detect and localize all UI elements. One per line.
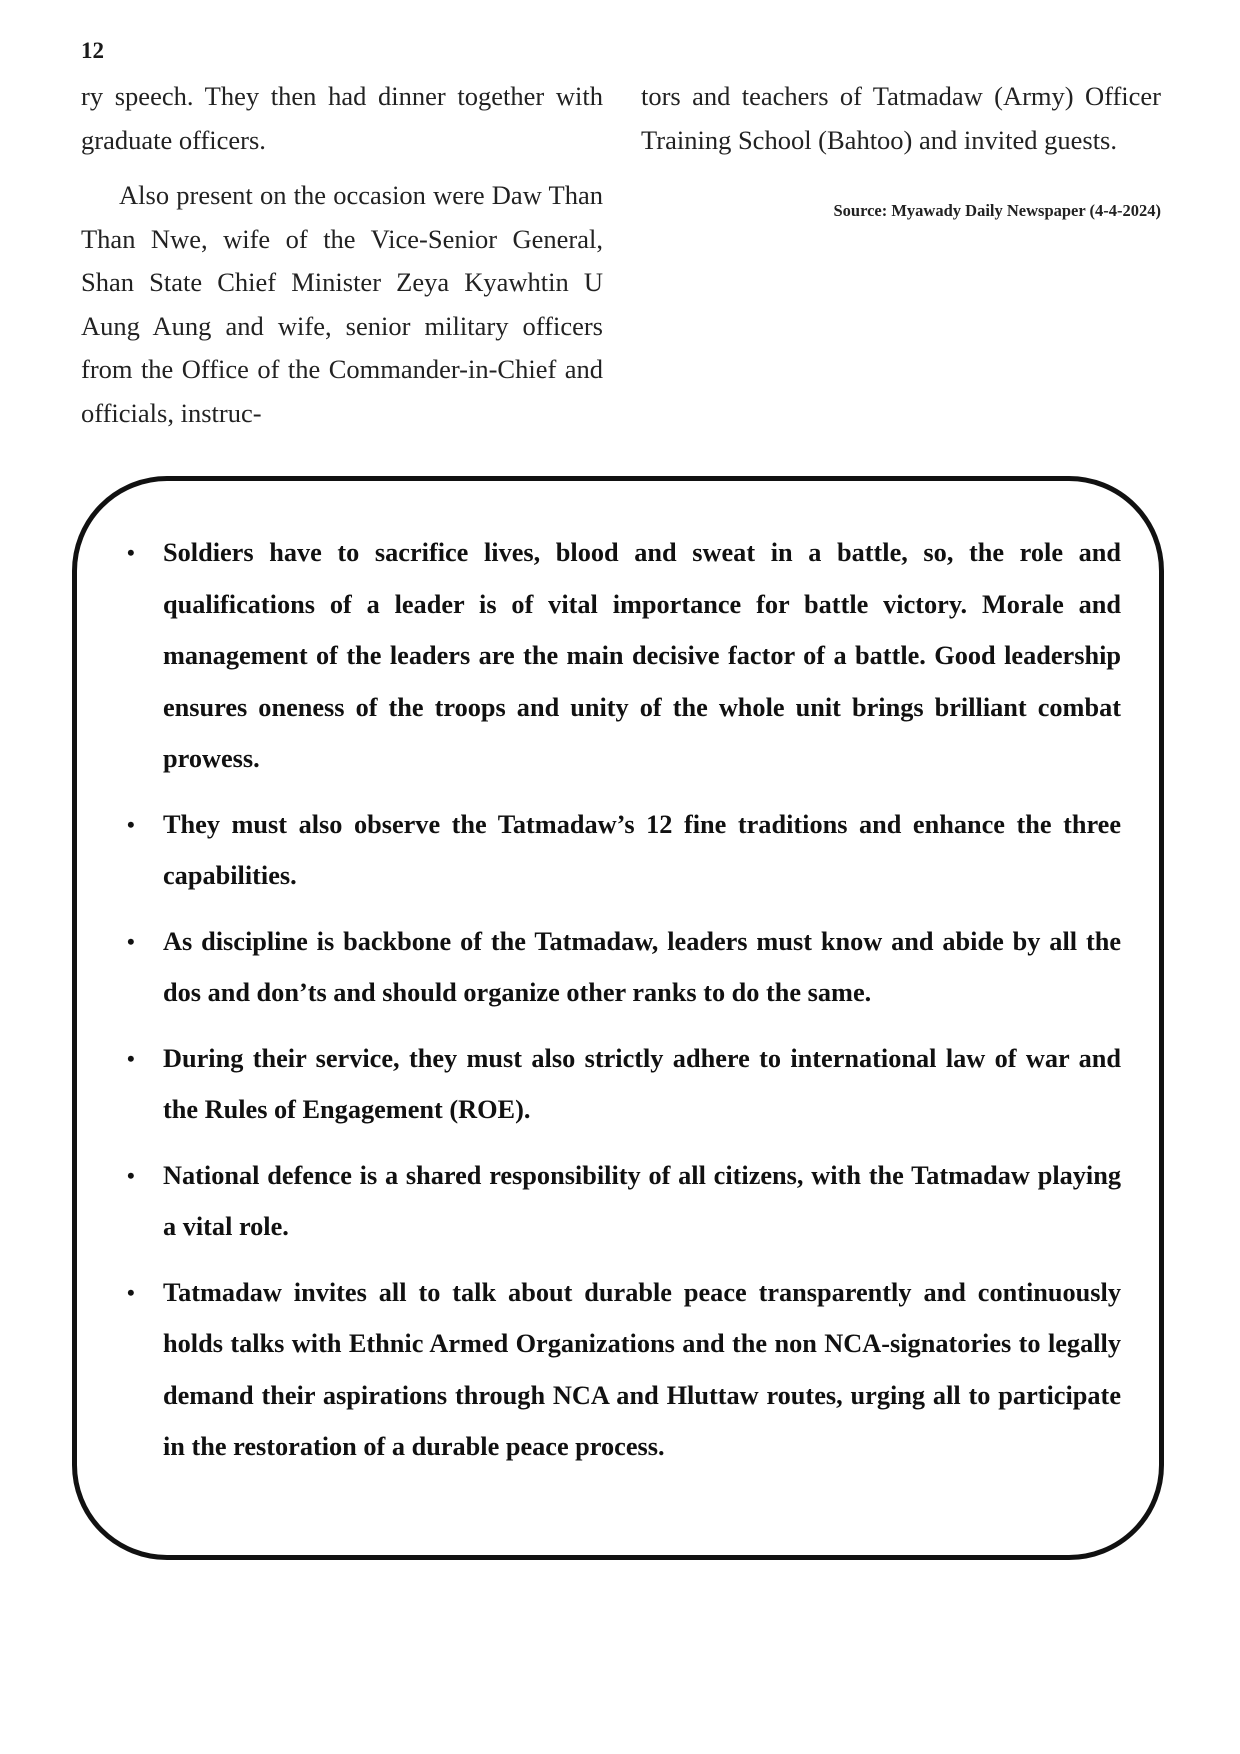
bullet-icon: • bbox=[127, 1279, 135, 1305]
bullet-icon: • bbox=[127, 540, 135, 565]
left-paragraph-1: ry speech. They then had dinner together with graduate officers. bbox=[81, 81, 603, 155]
key-point-item bbox=[77, 1033, 1159, 1136]
key-point-text: National defence is a shared responsibility of all citizens, with the Tatmadaw playing a vital role. bbox=[163, 1160, 1121, 1241]
left-paragraph-2: Also present on the occasion were Daw Than Than Nwe, wife of the Vice-Senior General, Shan State Chief Minister Zeya Kyawhtin U Aung Aung and wife, senior military officers from the Office of the Commander-in-Chief and officials, instruc- bbox=[81, 180, 603, 428]
bullet-icon: • bbox=[127, 1045, 135, 1071]
key-point-item bbox=[77, 799, 1159, 902]
page-number: 12 bbox=[81, 38, 104, 63]
key-point-text: Soldiers have to sacrifice lives, blood and sweat in a battle, so, the role and qualifications of a leader is of vital importance for battle victory. Morale and management of the leaders are the main decisive factor of a battle. Good leadership ensures oneness of the troops and unity of the whole unit brings brilliant combat prowess. bbox=[163, 538, 1121, 773]
key-point-item bbox=[77, 1267, 1159, 1473]
key-points-box bbox=[72, 476, 1164, 1560]
key-point-text: Tatmadaw invites all to talk about durable peace transparently and continuously holds talks with Ethnic Armed Organizations and the non NCA-signatories to legally demand their aspirations through NCA and Hluttaw routes, urging all to participate in the restoration of a durable peace process. bbox=[163, 1277, 1121, 1461]
key-point-text: As discipline is backbone of the Tatmadaw, leaders must know and abide by all the dos and don’ts and should organize other ranks to do the same. bbox=[163, 926, 1121, 1007]
source-citation: Source: Myawady Daily Newspaper (4-4-2024) bbox=[833, 201, 1161, 220]
key-points-list bbox=[77, 527, 1159, 1487]
key-point-text: During their service, they must also strictly adhere to international law of war and the Rules of Engagement (ROE). bbox=[163, 1043, 1121, 1124]
key-point-item bbox=[77, 916, 1159, 1019]
right-column bbox=[641, 75, 1161, 222]
bullet-icon: • bbox=[127, 928, 135, 954]
key-point-item bbox=[77, 527, 1159, 785]
bullet-icon: • bbox=[127, 1162, 135, 1188]
key-point-text: They must also observe the Tatmadaw’s 12 fine traditions and enhance the three capabilities. bbox=[163, 809, 1121, 890]
left-column bbox=[81, 75, 603, 435]
key-point-item bbox=[77, 1150, 1159, 1253]
right-paragraph-1: tors and teachers of Tatmadaw (Army) Officer Training School (Bahtoo) and invited guests. bbox=[641, 81, 1161, 155]
bullet-icon: • bbox=[127, 811, 135, 837]
